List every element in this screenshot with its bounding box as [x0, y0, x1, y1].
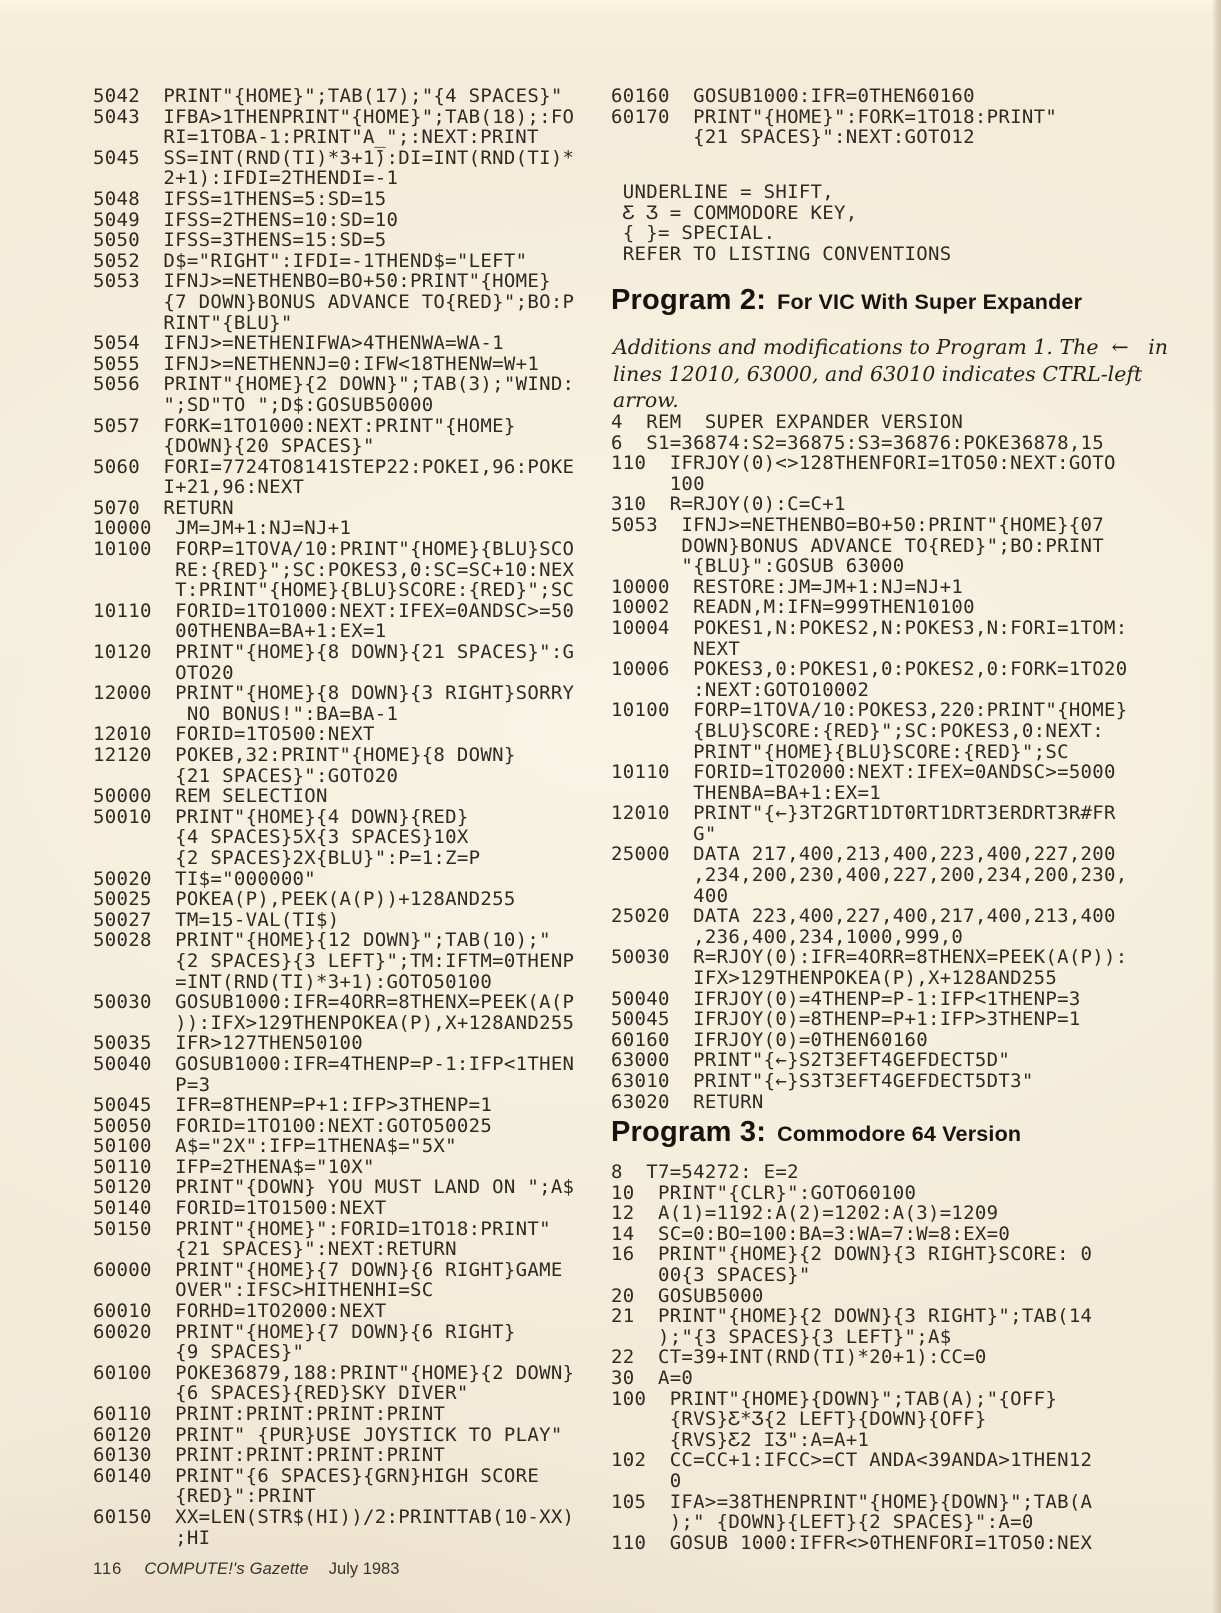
code-line: 10100 FORP=1TOVA/10:PRINT"{HOME}{BLU}SCO: [93, 538, 575, 561]
code-line: 12 A(1)=1192:A(2)=1202:A(3)=1209: [611, 1202, 999, 1225]
code-line: 50040 GOSUB1000:IFR=4THENP=P-1:IFP<1THEN: [93, 1052, 575, 1075]
code-line: 8 T7=54272: E=2: [611, 1161, 799, 1183]
left-column-code-listing: [93, 86, 574, 1548]
code-line: 50140 FORID=1TO1500:NEXT: [93, 1197, 387, 1220]
code-line: 0: [611, 1469, 682, 1492]
code-line: {RVS}Ƹ2 IƷ":A=A+1: [611, 1428, 870, 1451]
code-line: {9 SPACES}": [93, 1341, 305, 1364]
code-line: 20 GOSUB5000: [611, 1284, 764, 1307]
code-line: 60160 IFRJOY(0)=0THEN60160: [611, 1028, 928, 1051]
code-line: 25020 DATA 223,400,227,400,217,400,213,400: [611, 905, 1116, 928]
page-right-edge: [1212, 0, 1221, 1613]
code-line: {2 SPACES}2X{BLU}":P=1:Z=P: [93, 846, 481, 869]
code-line: 100 PRINT"{HOME}{DOWN}";TAB(A);"{OFF}: [611, 1387, 1058, 1410]
page-top-edge: [0, 0, 1221, 14]
code-line: 63020 RETURN: [611, 1090, 764, 1113]
code-line: 50000 REM SELECTION: [93, 785, 328, 808]
code-line: 100: [611, 472, 705, 495]
code-line: OVER":IFSC>HITHENHI=SC: [93, 1279, 434, 1302]
listing-conventions-note: [611, 182, 951, 264]
program-3-heading: [611, 1116, 1021, 1149]
code-line: 60110 PRINT:PRINT:PRINT:PRINT: [93, 1403, 446, 1425]
code-line: ;HI: [93, 1526, 211, 1549]
code-line: 5056 PRINT"{HOME}{2 DOWN}";TAB(3);"WIND:: [93, 373, 575, 396]
code-line: NO BONUS!":BA=BA-1: [93, 702, 399, 725]
code-line: 5043 IFBA>1THENPRINT"{HOME}";TAB(18);:FO: [93, 105, 575, 128]
code-line: {4 SPACES}5X{3 SPACES}10X: [93, 826, 469, 849]
code-line: );"{3 SPACES}{3 LEFT}";A$: [611, 1325, 952, 1348]
code-line: =INT(RND(TI)*3+1):GOTO50100: [93, 970, 493, 993]
code-line: 50040 IFRJOY(0)=4THENP=P-1:IFP<1THENP=3: [611, 987, 1081, 1010]
code-line: PRINT"{HOME}{BLU}SCORE:{RED}";SC: [611, 740, 1069, 763]
code-line: 00{3 SPACES}": [611, 1263, 811, 1286]
code-line: 102 CC=CC+1:IFCC>=CT ANDA<39ANDA>1THEN12: [611, 1449, 1093, 1472]
code-line: RINT"{BLU}": [93, 311, 293, 334]
code-line: DOWN}BONUS ADVANCE TO{RED}";BO:PRINT: [611, 534, 1105, 557]
code-line: 12010 FORID=1TO500:NEXT: [93, 723, 375, 746]
code-line: 50028 PRINT"{HOME}{12 DOWN}";TAB(10);": [93, 929, 551, 952]
code-line: 50035 IFR>127THEN50100: [93, 1032, 363, 1055]
code-line: 60000 PRINT"{HOME}{7 DOWN}{6 RIGHT}GAME: [93, 1258, 563, 1281]
intro-line: Additions and modifications to Program 1. The ← in: [613, 335, 1168, 359]
convention-line: Ƹ Ʒ = COMMODORE KEY,: [611, 201, 858, 224]
code-line: 50110 IFP=2THENA$="10X": [93, 1155, 375, 1178]
code-line: 10004 POKES1,N:POKES2,N:POKES3,N:FORI=1TOM:: [611, 616, 1128, 639]
code-line: 50020 TI$="000000": [93, 867, 317, 890]
code-line: 22 CT=39+INT(RND(TI)*20+1):CC=0: [611, 1346, 987, 1369]
program-2-heading: [611, 284, 1082, 317]
code-line: 5049 IFSS=2THENS=10:SD=10: [93, 208, 399, 231]
code-line: :NEXT:GOTO10002: [611, 678, 870, 701]
code-line: {21 SPACES}":NEXT:GOTO12: [611, 126, 975, 149]
code-line: 110 GOSUB 1000:IFFR<>0THENFORI=1TO50:NEX: [611, 1531, 1093, 1554]
code-line: 400: [611, 884, 729, 907]
intro-line: lines 12010, 63000, and 63010 indicates CTRL-left: [613, 361, 1143, 386]
code-line: 5070 RETURN: [93, 496, 234, 519]
code-line: {DOWN}{20 SPACES}": [93, 435, 375, 458]
code-line: {6 SPACES}{RED}SKY DIVER": [93, 1382, 469, 1405]
code-line: RI=1TOBA-1:PRINT"A̲";:NEXT:PRINT: [93, 126, 539, 149]
code-line: 5045 SS=INT(RND(TI)*3+1̄):DI=INT(RND(TI)*: [93, 146, 575, 169]
code-line: 50010 PRINT"{HOME}{4 DOWN}{RED}: [93, 805, 469, 828]
code-line: 30 A=0: [611, 1366, 694, 1389]
program-3-code-listing: [611, 1162, 1092, 1553]
code-line: 10006 POKES3,0:POKES1,0:POKES2,0:FORK=1TO20: [611, 658, 1128, 681]
code-line: 5060 FORI=7724TO8141STEP22:POKEI,96:POKE: [93, 455, 575, 478]
code-line: 50050 FORID=1TO100:NEXT:GOTO50025: [93, 1114, 493, 1137]
code-line: 63010 PRINT"{←}S3T3EFT4GEFDECT5DT3": [611, 1070, 1034, 1092]
code-line: 5057 FORK=1TO1000:NEXT:PRINT"{HOME}: [93, 414, 516, 437]
code-line: )):IFX>129THENPOKEA(P),X+128AND255: [93, 1011, 575, 1034]
code-line: 60140 PRINT"{6 SPACES}{GRN}HIGH SCORE: [93, 1464, 540, 1487]
code-line: 2+1):IFDI=2THENDI=-1: [93, 167, 399, 190]
code-line: 6 S1=36874:S2=36875:S3=36876:POKE36878,15: [611, 431, 1105, 454]
code-line: 5048 IFSS=1THENS=5:SD=15: [93, 187, 387, 210]
code-line: 5055 IFNJ>=NETHENNJ=0:IFW<18THENW=W+1: [93, 352, 540, 375]
code-line: G": [611, 822, 717, 845]
code-line: 5042 PRINT"{HOME}";TAB(17);"{4 SPACES}": [93, 85, 563, 107]
code-line: "{BLU}":GOSUB 63000: [611, 555, 905, 578]
code-line: OTO20: [93, 661, 234, 684]
code-line: 60020 PRINT"{HOME}{7 DOWN}{6 RIGHT}: [93, 1320, 516, 1343]
convention-line: UNDERLINE = SHIFT,: [611, 181, 835, 203]
convention-line: REFER TO LISTING CONVENTIONS: [611, 242, 952, 265]
code-line: 50027 TM=15-VAL(TI$): [93, 908, 340, 931]
code-line: 5052 D$="RIGHT":IFDI=-1THEND$="LEFT": [93, 249, 528, 272]
code-line: {BLU}SCORE:{RED}";SC:POKES3,0:NEXT:: [611, 719, 1105, 742]
program-2-intro: [613, 334, 1168, 414]
code-line: 4 REM SUPER EXPANDER VERSION: [611, 411, 964, 433]
code-line: {21 SPACES}":GOTO20: [93, 764, 399, 787]
code-line: 110 IFRJOY(0)<>128THENFORI=1TO50:NEXT:GOTO: [611, 452, 1116, 475]
code-line: {2 SPACES}{3 LEFT}";TM:IFTM=0THENP: [93, 949, 575, 972]
program-2-title: Program 2:: [611, 284, 767, 316]
program-3-title: Program 3:: [611, 1116, 767, 1148]
code-line: 5053 IFNJ>=NETHENBO=BO+50:PRINT"{HOME}: [93, 270, 551, 293]
code-line: 50100 A$="2X":IFP=1THENA$="5X": [93, 1135, 457, 1158]
code-line: 50045 IFRJOY(0)=8THENP=P+1:IFP>3THENP=1: [611, 1008, 1081, 1031]
code-line: 60130 PRINT:PRINT:PRINT:PRINT: [93, 1444, 446, 1467]
code-line: T:PRINT"{HOME}{BLU}SCORE:{RED}";SC: [93, 579, 575, 602]
program-3-subtitle: Commodore 64 Version: [777, 1122, 1022, 1146]
code-line: 50045 IFR=8THENP=P+1:IFP>3THENP=1: [93, 1094, 493, 1117]
code-line: 63000 PRINT"{←}S2T3EFT4GEFDECT5D": [611, 1049, 1011, 1072]
code-line: THENBA=BA+1:EX=1: [611, 781, 881, 804]
code-line: 60010 FORHD=1TO2000:NEXT: [93, 1300, 387, 1323]
code-line: 50030 GOSUB1000:IFR=4ORR=8THENX=PEEK(A(P: [93, 991, 575, 1014]
code-line: NEXT: [611, 637, 741, 660]
code-line: 25000 DATA 217,400,213,400,223,400,227,200: [611, 843, 1116, 866]
code-line: 105 IFA>=38THENPRINT"{HOME}{DOWN}";TAB(A: [611, 1490, 1093, 1513]
code-line: );" {DOWN}{LEFT}{2 SPACES}":A=0: [611, 1511, 1034, 1534]
code-line: 5054 IFNJ>=NETHENIFWA>4THENWA=WA-1: [93, 332, 504, 355]
code-line: I+21,96:NEXT: [93, 476, 305, 499]
program-2-code-listing: [611, 412, 1128, 1112]
code-line: 12000 PRINT"{HOME}{8 DOWN}{3 RIGHT}SORRY: [93, 682, 575, 705]
convention-line: { }= SPECIAL.: [611, 222, 776, 245]
code-line: 14 SC=0:BO=100:BA=3:WA=7:W=8:EX=0: [611, 1222, 1011, 1245]
issue-date: July 1983: [328, 1560, 400, 1578]
code-line: 16 PRINT"{HOME}{2 DOWN}{3 RIGHT}SCORE: 0: [611, 1243, 1093, 1266]
code-line: 50025 POKEA(P),PEEK(A(P))+128AND255: [93, 888, 516, 911]
page-footer: [93, 1560, 399, 1579]
code-line: {7 DOWN}BONUS ADVANCE TO{RED}";BO:P: [93, 290, 575, 313]
code-line: 50030 R=RJOY(0):IFR=4ORR=8THENX=PEEK(A(P)):: [611, 946, 1128, 969]
code-line: 12120 POKEB,32:PRINT"{HOME}{8 DOWN}: [93, 744, 516, 766]
code-line: 21 PRINT"{HOME}{2 DOWN}{3 RIGHT}";TAB(14: [611, 1305, 1093, 1328]
code-line: 10120 PRINT"{HOME}{8 DOWN}{21 SPACES}":G: [93, 641, 575, 664]
code-line: 10110 FORID=1TO1000:NEXT:IFEX=0ANDSC>=50: [93, 599, 575, 622]
code-line: ";SD"TO ";D$:GOSUB50000: [93, 393, 434, 416]
code-line: 50120 PRINT"{DOWN} YOU MUST LAND ON ";A$: [93, 1176, 575, 1199]
code-line: 00THENBA=BA+1:EX=1: [93, 620, 387, 643]
code-line: 10100 FORP=1TOVA/10:POKES3,220:PRINT"{HOME}: [611, 699, 1128, 722]
code-line: 60160 GOSUB1000:IFR=0THEN60160: [611, 85, 975, 107]
page-number: 116: [93, 1560, 123, 1578]
intro-line: arrow.: [613, 388, 679, 412]
code-line: 10000 RESTORE:JM=JM+1:NJ=NJ+1: [611, 575, 964, 598]
code-line: 60170 PRINT"{HOME}":FORK=1TO18:PRINT": [611, 105, 1058, 128]
code-line: 50150 PRINT"{HOME}":FORID=1TO18:PRINT": [93, 1217, 551, 1240]
code-line: P=3: [93, 1073, 211, 1096]
right-column-top-code: [611, 86, 1057, 148]
code-line: IFX>129THENPOKEA(P),X+128AND255: [611, 967, 1058, 990]
code-line: 10 PRINT"{CLR}":GOTO60100: [611, 1181, 917, 1204]
code-line: {RVS}Ƹ*Ʒ{2 LEFT}{DOWN}{OFF}: [611, 1408, 987, 1431]
code-line: 60120 PRINT" {PUR}USE JOYSTICK TO PLAY": [93, 1423, 563, 1446]
code-line: 60100 POKE36879,188:PRINT"{HOME}{2 DOWN}: [93, 1361, 575, 1384]
code-line: 10110 FORID=1TO2000:NEXT:IFEX=0ANDSC>=5000: [611, 761, 1116, 784]
code-line: {RED}":PRINT: [93, 1485, 317, 1508]
code-line: RE:{RED}";SC:POKES3,0:SC=SC+10:NEX: [93, 558, 575, 581]
code-line: 310 R=RJOY(0):C=C+1: [611, 493, 846, 516]
code-line: 60150 XX=LEN(STR$(HI))/2:PRINTTAB(10-XX): [93, 1505, 575, 1528]
code-line: 5053 IFNJ>=NETHENBO=BO+50:PRINT"{HOME}{07: [611, 513, 1105, 536]
code-line: 10002 READN,M:IFN=999THEN10100: [611, 596, 975, 619]
code-line: 5050 IFSS=3THENS=15:SD=5: [93, 229, 387, 252]
code-line: {21 SPACES}":NEXT:RETURN: [93, 1238, 457, 1261]
program-2-subtitle: For VIC With Super Expander: [777, 290, 1083, 314]
code-line: 12010 PRINT"{←}3T2GRT1DT0RT1DRT3ERDRT3R#FR: [611, 802, 1116, 825]
code-line: ,236,400,234,1000,999,0: [611, 925, 964, 948]
magazine-name: COMPUTE!'s Gazette: [144, 1560, 309, 1578]
code-line: ,234,200,230,400,227,200,234,200,230,: [611, 864, 1128, 887]
code-line: 10000 JM=JM+1:NJ=NJ+1: [93, 517, 352, 540]
